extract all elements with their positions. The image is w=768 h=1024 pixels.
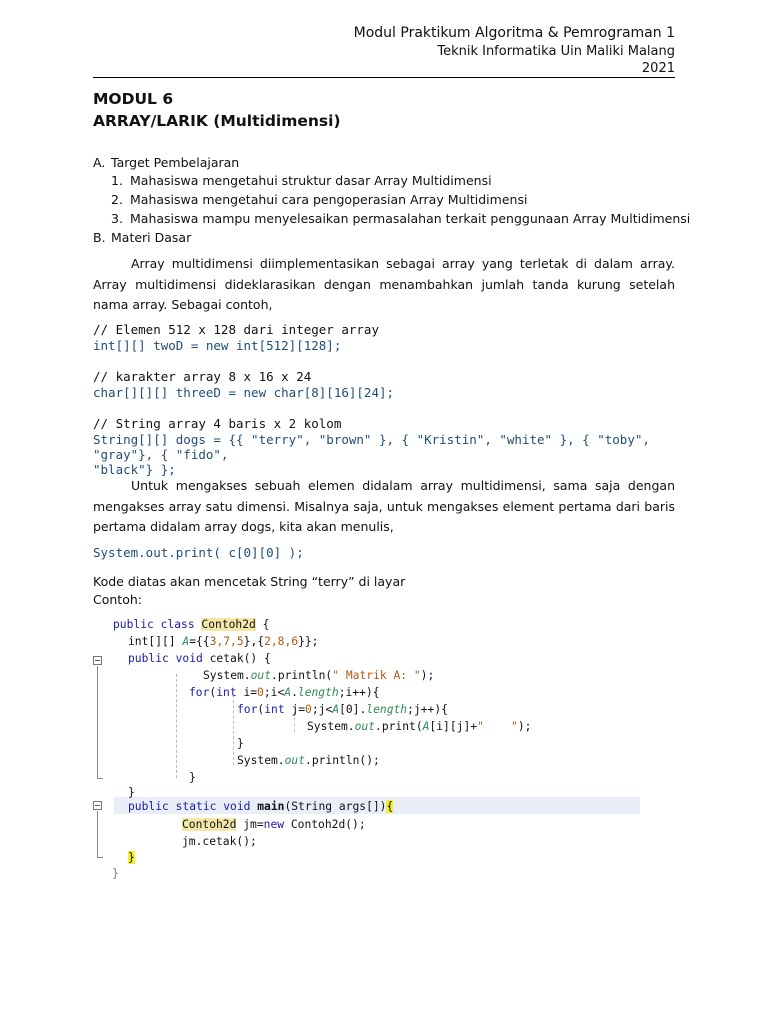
code-line: public static void main(String args[]){ [128,800,394,813]
header-divider [93,77,675,78]
fold-end [97,857,103,858]
fold-line [97,666,98,778]
code-line: } [128,786,135,799]
section-b-heading: Materi Dasar [111,230,192,245]
section-a-label: A. [93,155,106,170]
header-institution: Teknik Informatika Uin Maliki Malang [437,44,675,59]
header-module-title: Modul Praktikum Algoritma & Pemrograman 1 [353,25,675,41]
code-editor-screenshot [88,612,628,890]
paragraph-output-note: Kode diatas akan mencetak String “terry” di layar [93,574,406,589]
code-print-example: System.out.print( c[0][0] ); [93,545,304,560]
list-item: Mahasiswa mampu menyelesaikan permasalahan terkait penggunaan Array Multidimensi [130,211,691,226]
code-comment: // karakter array 8 x 16 x 24 [93,369,312,384]
code-line: for(int i=0;i<A.length;i++){ [189,686,380,699]
module-topic: ARRAY/LARIK (Multidimensi) [93,112,341,130]
code-line: } [237,737,244,750]
list-item-number: 1. [111,173,123,188]
contoh-label: Contoh: [93,592,142,607]
code-comment: // String array 4 baris x 2 kolom [93,416,342,431]
paragraph-intro-text: Array multidimensi diimplementasikan sebagai array yang terletak di dalam array. Array multidimensi dideklarasikan dengan menambahkan jumlah tanda kurung setelah nama array. Sebagai contoh, [93,256,675,312]
code-line: String[][] dogs = {{ "terry", "brown" }, { "Kristin", "white" }, { "toby", [93,432,650,447]
paragraph-access [93,476,675,538]
indent-guide [176,674,177,778]
fold-toggle-icon [93,656,102,665]
code-line: "gray"}, { "fido", [93,447,229,462]
code-line: int[][] twoD = new int[512][128]; [93,338,342,353]
code-line: } [128,851,135,864]
fold-end [97,778,103,779]
list-item: Mahasiswa mengetahui cara pengoperasian Array Multidimensi [130,192,528,207]
paragraph-access-text: Untuk mengakses sebuah elemen didalam array multidimensi, sama saja dengan mengakses array satu dimensi. Misalnya saja, untuk mengakses element pertama dari baris pertama didalam array dogs, kita akan menulis, [93,478,675,534]
code-line: System.out.print(A[i][j]+" "); [307,720,532,733]
code-line: "black"} }; [93,462,176,477]
code-line: int[][] A={{3,7,5},{2,8,6}}; [128,635,319,648]
code-line: char[][][] threeD = new char[8][16][24]; [93,385,395,400]
code-line: jm.cetak(); [182,835,257,848]
header-year: 2021 [641,61,675,76]
code-line: for(int j=0;j<A[0].length;j++){ [237,703,448,716]
code-line: Contoh2d jm=new Contoh2d(); [182,818,366,831]
code-line: public class Contoh2d { [113,618,270,631]
module-number: MODUL 6 [93,90,174,108]
code-line: System.out.println(" Matrik A: "); [203,669,435,682]
code-line: } [189,771,196,784]
list-item-number: 3. [111,211,123,226]
paragraph-intro [93,254,675,316]
fold-line [97,811,98,857]
code-line: public void cetak() { [128,652,271,665]
fold-toggle-icon [93,801,102,810]
code-line: } [112,867,119,880]
section-b-label: B. [93,230,106,245]
section-a-heading: Target Pembelajaran [111,155,240,170]
indent-guide [233,695,234,765]
list-item: Mahasiswa mengetahui struktur dasar Array Multidimensi [130,173,492,188]
list-item-number: 2. [111,192,123,207]
code-line: System.out.println(); [237,754,380,767]
code-comment: // Elemen 512 x 128 dari integer array [93,322,379,337]
